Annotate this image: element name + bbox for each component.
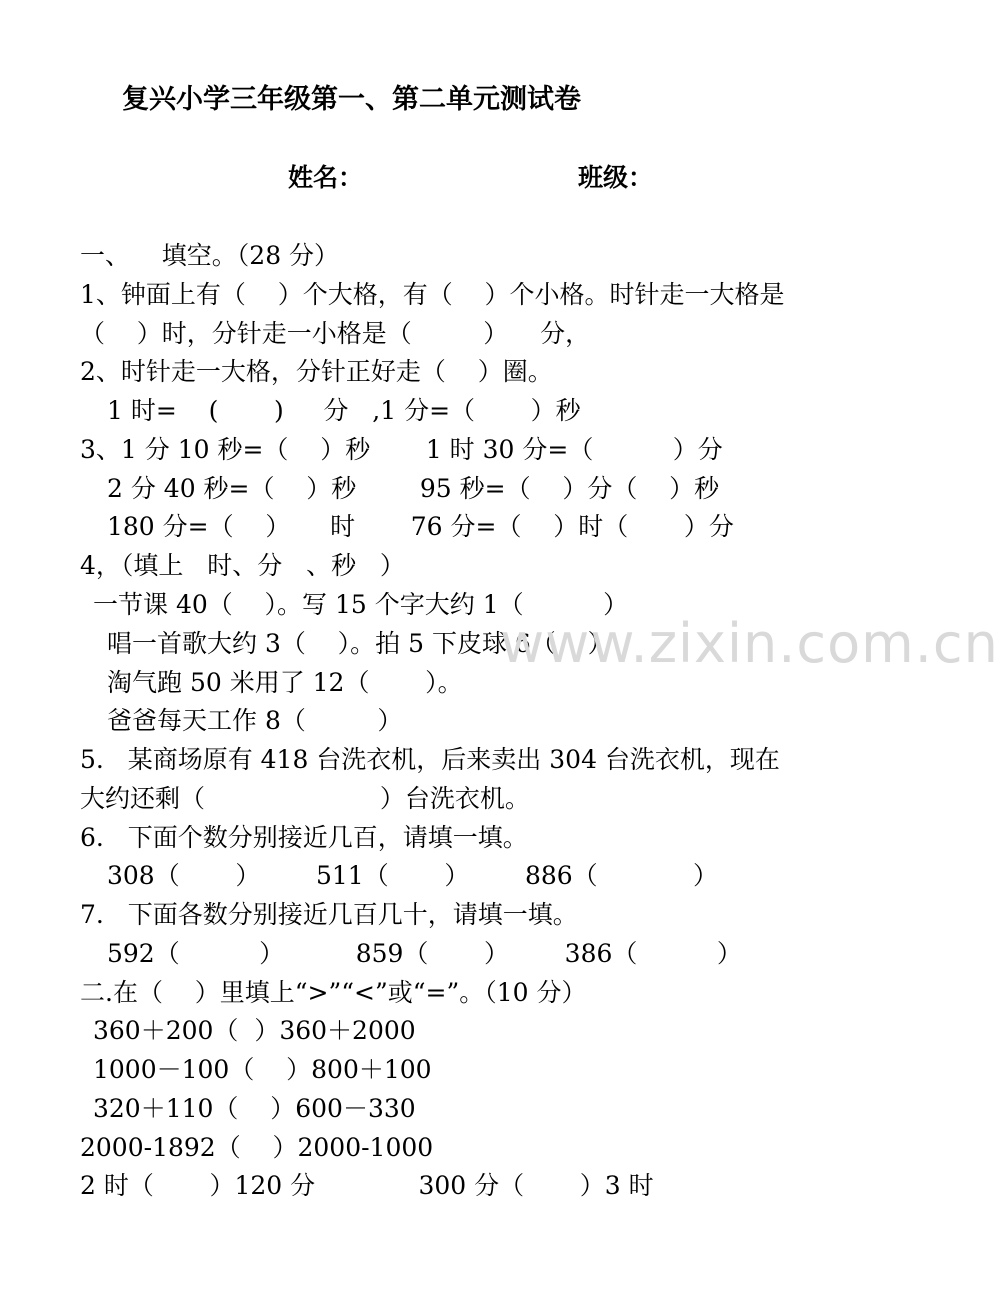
question-1-line2: （ ）时，分针走一小格是（ ） 分， (80, 319, 591, 348)
compare-line2: 1000－100（ ）800＋100 (93, 1055, 432, 1084)
question-4-line2: 唱一首歌大约 3（ ）。拍 5 下皮球 6（ ） (107, 629, 613, 658)
question-5-line1: 5. 某商场原有 418 台洗衣机，后来卖出 304 台洗衣机，现在 (80, 745, 780, 774)
question-6-line1: 6. 下面个数分别接近几百，请填一填。 (80, 823, 528, 852)
compare-line5: 2 时（ ）120 分 300 分（ ）3 时 (80, 1171, 654, 1200)
question-3-line1: 3、1 分 10 秒=（ ）秒 1 时 30 分=（ ）分 (80, 435, 723, 464)
exam-title: 复兴小学三年级第一、第二单元测试卷 (122, 84, 581, 115)
question-7-line2: 592（ ） 859（ ） 386（ ） (107, 939, 742, 968)
watermark: www.zixin.com.cn (500, 612, 999, 675)
section1-heading: 一、 填空。（28 分） (80, 241, 340, 270)
question-5-line2: 大约还剩（ ）台洗衣机。 (80, 784, 530, 813)
question-4-line3: 淘气跑 50 米用了 12（ ）。 (107, 668, 463, 697)
question-2-line2: 1 时= ( ) 分 ,1 分=（ ）秒 (107, 396, 581, 425)
compare-line1: 360＋200（ ）360＋2000 (93, 1016, 416, 1045)
question-4-line4: 爸爸每天工作 8（ ） (107, 706, 403, 735)
question-4-line1: 一节课 40（ ）。写 15 个字大约 1（ ） (93, 590, 629, 619)
question-7-line1: 7. 下面各数分别接近几百几十，请填一填。 (80, 900, 578, 929)
question-6-line2: 308（ ） 511（ ） 886（ ） (107, 861, 719, 890)
class-label: 班级： (578, 163, 654, 192)
section2-heading: 二.在（ ）里填上“>”“<”或“=”。（10 分） (80, 978, 587, 1007)
question-3-line3: 180 分=（ ） 时 76 分=（ ）时（ ）分 (107, 512, 734, 541)
question-3-line2: 2 分 40 秒=（ ）秒 95 秒=（ ）分（ ）秒 (107, 474, 720, 503)
question-2-line1: 2、时针走一大格，分针正好走（ ）圈。 (80, 357, 553, 386)
question-4-heading: 4，（填上 时、分 、秒 ） (80, 551, 405, 580)
compare-line4: 2000-1892（ ）2000-1000 (80, 1133, 434, 1162)
question-1-line1: 1、钟面上有（ ）个大格，有（ ）个小格。时针走一大格是 (80, 280, 785, 309)
compare-line3: 320＋110（ ）600－330 (93, 1094, 416, 1123)
name-label: 姓名： (288, 163, 364, 192)
